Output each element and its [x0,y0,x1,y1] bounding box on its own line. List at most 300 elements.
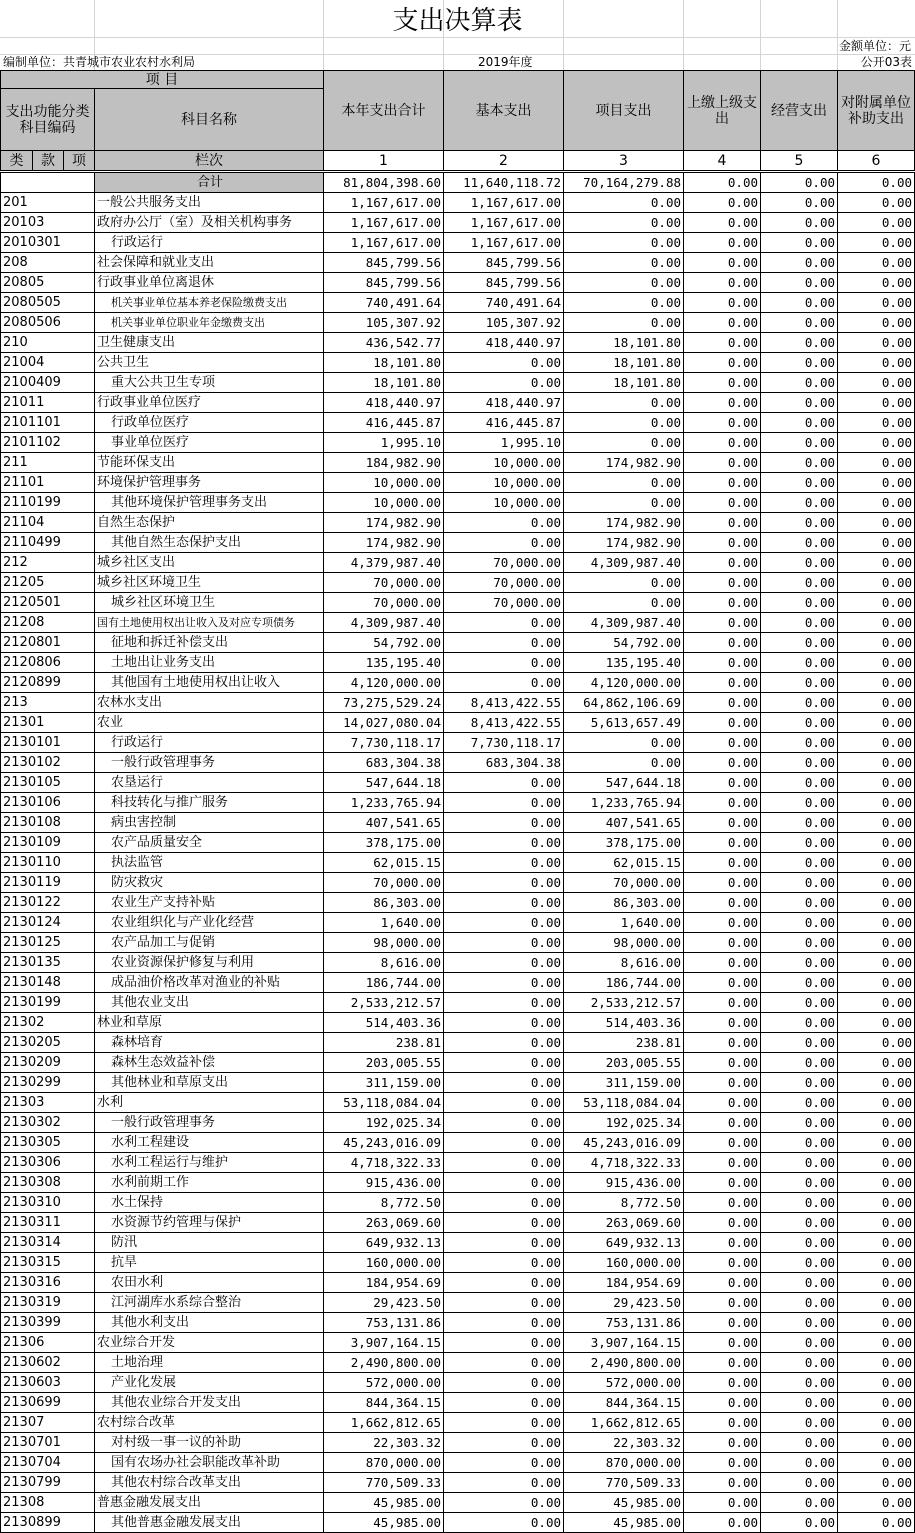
table-row [1,1513,915,1533]
basic-cell: 0.00 [444,353,564,373]
basic-cell: 0.00 [444,653,564,673]
total-cell: 160,000.00 [324,1253,444,1273]
name-cell: 一般公共服务支出 [95,193,324,213]
code-cell: 2130124 [1,913,95,933]
business-cell: 0.00 [761,913,838,933]
business-cell: 0.00 [761,333,838,353]
upper-cell: 0.00 [684,753,761,773]
table-row [1,1193,915,1213]
basic-cell: 0.00 [444,873,564,893]
business-cell: 0.00 [761,193,838,213]
total-cell: 186,744.00 [324,973,444,993]
project-cell: 53,118,084.04 [564,1093,684,1113]
project-cell: 0.00 [564,293,684,313]
code-cell: 21205 [1,573,95,593]
table-row [1,553,915,573]
basic-cell: 0.00 [444,1193,564,1213]
name-cell: 防汛 [95,1233,324,1253]
name-cell: 成品油价格改革对渔业的补贴 [95,973,324,993]
code-cell: 2080505 [1,293,95,313]
basic-cell: 0.00 [444,1393,564,1413]
header-business: 经营支出 [761,71,838,151]
header-code: 支出功能分类科目编码 [1,89,95,151]
project-cell: 54,792.00 [564,633,684,653]
business-cell: 0.00 [761,1273,838,1293]
name-cell: 自然生态保护 [95,513,324,533]
total-cell: 14,027,080.04 [324,713,444,733]
upper-cell: 0.00 [684,793,761,813]
code-cell: 2101101 [1,413,95,433]
name-cell: 农业综合开发 [95,1333,324,1353]
business-cell: 0.00 [761,413,838,433]
subsidy-cell: 0.00 [838,1313,915,1333]
total-cell: 683,304.38 [324,753,444,773]
basic-cell: 10,000.00 [444,493,564,513]
name-cell: 森林生态效益补偿 [95,1053,324,1073]
basic-cell: 0.00 [444,613,564,633]
basic-cell: 0.00 [444,813,564,833]
table-row [1,253,915,273]
basic-cell: 0.00 [444,1513,564,1533]
table-row [1,373,915,393]
total-cell: 2,490,800.00 [324,1353,444,1373]
name-cell: 水利 [95,1093,324,1113]
subsidy-cell: 0.00 [838,1413,915,1433]
basic-cell: 0.00 [444,1053,564,1073]
upper-cell: 0.00 [684,513,761,533]
total-cell: 2,533,212.57 [324,993,444,1013]
business-cell: 0.00 [761,1213,838,1233]
code-cell: 2130119 [1,873,95,893]
name-cell: 卫生健康支出 [95,333,324,353]
total-cell: 1,167,617.00 [324,193,444,213]
code-cell: 21101 [1,473,95,493]
name-cell: 水土保持 [95,1193,324,1213]
code-cell: 20103 [1,213,95,233]
upper-cell: 0.00 [684,453,761,473]
subsidy-cell: 0.00 [838,1433,915,1453]
subsidy-cell: 0.00 [838,1073,915,1093]
business-cell: 0.00 [761,293,838,313]
project-cell: 0.00 [564,253,684,273]
business-cell: 0.00 [761,833,838,853]
total-cell: 8,772.50 [324,1193,444,1213]
name-cell: 其他林业和草原支出 [95,1073,324,1093]
subsidy-cell: 0.00 [838,633,915,653]
code-cell: 212 [1,553,95,573]
code-cell: 2130701 [1,1433,95,1453]
upper-cell: 0.00 [684,433,761,453]
name-cell: 行政事业单位医疗 [95,393,324,413]
table-row [1,933,915,953]
business-cell: 0.00 [761,873,838,893]
code-cell: 2130319 [1,1293,95,1313]
project-cell: 184,954.69 [564,1273,684,1293]
upper-cell: 0.00 [684,813,761,833]
name-cell: 水利工程建设 [95,1133,324,1153]
upper-cell: 0.00 [684,673,761,693]
subsidy-cell: 0.00 [838,593,915,613]
business-cell: 0.00 [761,273,838,293]
basic-cell: 10,000.00 [444,473,564,493]
table-row [1,1233,915,1253]
name-cell: 其他农村综合改革支出 [95,1473,324,1493]
total-cell: 1,662,812.65 [324,1413,444,1433]
basic-cell: 0.00 [444,1333,564,1353]
business-cell: 0.00 [761,773,838,793]
subsidy-cell: 0.00 [838,1153,915,1173]
basic-cell: 0.00 [444,533,564,553]
basic-cell: 0.00 [444,1133,564,1153]
project-cell: 0.00 [564,753,684,773]
upper-cell: 0.00 [684,1213,761,1233]
business-cell: 0.00 [761,1033,838,1053]
business-cell: 0.00 [761,853,838,873]
upper-cell: 0.00 [684,633,761,653]
business-cell: 0.00 [761,793,838,813]
name-cell: 征地和拆迁补偿支出 [95,633,324,653]
code-cell: 2120806 [1,653,95,673]
business-cell: 0.00 [761,1013,838,1033]
subsidy-cell: 0.00 [838,313,915,333]
project-cell: 0.00 [564,493,684,513]
project-cell: 915,436.00 [564,1173,684,1193]
code-cell: 21301 [1,713,95,733]
code-cell: 2120899 [1,673,95,693]
name-cell: 水利前期工作 [95,1173,324,1193]
code-cell: 2110499 [1,533,95,553]
subsidy-cell: 0.00 [838,833,915,853]
total-basic: 11,640,118.72 [444,173,564,193]
total-cell: 870,000.00 [324,1453,444,1473]
code-cell: 2130105 [1,773,95,793]
upper-cell: 0.00 [684,1073,761,1093]
subsidy-cell: 0.00 [838,553,915,573]
project-cell: 70,000.00 [564,873,684,893]
total-subsidy: 0.00 [838,173,915,193]
name-cell: 产业化发展 [95,1373,324,1393]
project-cell: 0.00 [564,313,684,333]
table-header [0,70,915,171]
name-cell: 对村级一事一议的补助 [95,1433,324,1453]
business-cell: 0.00 [761,953,838,973]
business-cell: 0.00 [761,513,838,533]
business-cell: 0.00 [761,1373,838,1393]
basic-cell: 0.00 [444,673,564,693]
table-row [1,1293,915,1313]
project-cell: 770,509.33 [564,1473,684,1493]
name-cell: 农业资源保护修复与利用 [95,953,324,973]
table-row [1,693,915,713]
subsidy-cell: 0.00 [838,1133,915,1153]
total-cell: 547,644.18 [324,773,444,793]
upper-cell: 0.00 [684,1113,761,1133]
subsidy-cell: 0.00 [838,1213,915,1233]
total-upper: 0.00 [684,173,761,193]
total-cell: 105,307.92 [324,313,444,333]
total-cell: 18,101.80 [324,373,444,393]
basic-cell: 0.00 [444,1253,564,1273]
code-cell: 21307 [1,1413,95,1433]
basic-cell: 0.00 [444,1373,564,1393]
name-cell: 行政运行 [95,733,324,753]
name-cell: 土地治理 [95,1353,324,1373]
code-cell: 2130122 [1,893,95,913]
code-cell: 21104 [1,513,95,533]
project-cell: 4,309,987.40 [564,553,684,573]
name-cell: 国有土地使用权出让收入及对应专项债务 [95,613,324,633]
basic-cell: 0.00 [444,1013,564,1033]
table-row [1,1493,915,1513]
project-cell: 1,640.00 [564,913,684,933]
subsidy-cell: 0.00 [838,1173,915,1193]
table-row [1,1333,915,1353]
table-row [1,1253,915,1273]
code-cell: 2130110 [1,853,95,873]
code-cell: 2010301 [1,233,95,253]
upper-cell: 0.00 [684,313,761,333]
code-cell: 2130310 [1,1193,95,1213]
table-row [1,1133,915,1153]
business-cell: 0.00 [761,1113,838,1133]
table-row [1,1153,915,1173]
basic-cell: 1,167,617.00 [444,233,564,253]
subsidy-cell: 0.00 [838,333,915,353]
upper-cell: 0.00 [684,953,761,973]
name-cell: 其他普惠金融发展支出 [95,1513,324,1533]
total-cell: 3,907,164.15 [324,1333,444,1353]
project-cell: 186,744.00 [564,973,684,993]
table-row [1,1053,915,1073]
header-upper: 上缴上级支出 [684,71,761,151]
name-cell: 水资源节约管理与保护 [95,1213,324,1233]
upper-cell: 0.00 [684,693,761,713]
subsidy-cell: 0.00 [838,673,915,693]
upper-cell: 0.00 [684,273,761,293]
total-cell: 740,491.64 [324,293,444,313]
table-row [1,793,915,813]
table-row [1,1453,915,1473]
business-cell: 0.00 [761,1133,838,1153]
table-row [1,1173,915,1193]
code-cell: 2130314 [1,1233,95,1253]
project-cell: 98,000.00 [564,933,684,953]
code-cell: 2130135 [1,953,95,973]
code-cell: 21011 [1,393,95,413]
total-cell: 70,000.00 [324,573,444,593]
basic-cell: 0.00 [444,1313,564,1333]
business-cell: 0.00 [761,693,838,713]
subsidy-cell: 0.00 [838,493,915,513]
basic-cell: 0.00 [444,833,564,853]
subsidy-cell: 0.00 [838,433,915,453]
subsidy-cell: 0.00 [838,1293,915,1313]
name-cell: 土地出让业务支出 [95,653,324,673]
upper-cell: 0.00 [684,1433,761,1453]
business-cell: 0.00 [761,533,838,553]
table-row [1,1373,915,1393]
code-cell: 2130108 [1,813,95,833]
subsidy-cell: 0.00 [838,873,915,893]
basic-cell: 0.00 [444,633,564,653]
name-cell: 一般行政管理事务 [95,753,324,773]
table-row [1,773,915,793]
code-cell: 2120801 [1,633,95,653]
upper-cell: 0.00 [684,253,761,273]
name-cell: 农产品加工与促销 [95,933,324,953]
business-cell: 0.00 [761,673,838,693]
code-cell: 2130299 [1,1073,95,1093]
basic-cell: 105,307.92 [444,313,564,333]
subsidy-cell: 0.00 [838,253,915,273]
total-business: 0.00 [761,173,838,193]
upper-cell: 0.00 [684,1133,761,1153]
code-cell: 2110199 [1,493,95,513]
business-cell: 0.00 [761,453,838,473]
header-lanci: 栏次 [95,151,324,171]
table-row [1,1113,915,1133]
project-cell: 64,862,106.69 [564,693,684,713]
project-cell: 3,907,164.15 [564,1333,684,1353]
total-cell: 70,000.00 [324,593,444,613]
table-row [1,313,915,333]
total-cell: 915,436.00 [324,1173,444,1193]
code-cell: 2130311 [1,1213,95,1233]
upper-cell: 0.00 [684,1373,761,1393]
project-cell: 174,982.90 [564,453,684,473]
business-cell: 0.00 [761,1353,838,1373]
basic-cell: 683,304.38 [444,753,564,773]
code-cell: 2120501 [1,593,95,613]
upper-cell: 0.00 [684,373,761,393]
subsidy-cell: 0.00 [838,513,915,533]
subsidy-cell: 0.00 [838,753,915,773]
code-cell: 2080506 [1,313,95,333]
table-row [1,433,915,453]
business-cell: 0.00 [761,1433,838,1453]
report-title: 支出决算表 [392,6,523,36]
table-row [1,293,915,313]
upper-cell: 0.00 [684,1193,761,1213]
subsidy-cell: 0.00 [838,1053,915,1073]
name-cell: 事业单位医疗 [95,433,324,453]
upper-cell: 0.00 [684,1013,761,1033]
name-cell: 环境保护管理事务 [95,473,324,493]
upper-cell: 0.00 [684,1173,761,1193]
basic-cell: 70,000.00 [444,553,564,573]
business-cell: 0.00 [761,893,838,913]
name-cell: 农林水支出 [95,693,324,713]
basic-cell: 0.00 [444,373,564,393]
code-cell: 213 [1,693,95,713]
table-row [1,853,915,873]
header-basic: 基本支出 [444,71,564,151]
upper-cell: 0.00 [684,1413,761,1433]
header-project: 项目支出 [564,71,684,151]
upper-cell: 0.00 [684,933,761,953]
table-row [1,393,915,413]
subsidy-cell: 0.00 [838,813,915,833]
total-cell: 4,309,987.40 [324,613,444,633]
table-row [1,573,915,593]
basic-cell: 845,799.56 [444,273,564,293]
col-number: 2 [444,151,564,171]
subsidy-cell: 0.00 [838,933,915,953]
name-cell: 其他自然生态保护支出 [95,533,324,553]
table-row [1,233,915,253]
table-row [1,1093,915,1113]
project-cell: 1,233,765.94 [564,793,684,813]
header-xiang: 项 [64,151,95,171]
header-name: 科目名称 [95,89,324,151]
project-cell: 174,982.90 [564,533,684,553]
name-cell: 病虫害控制 [95,813,324,833]
project-cell: 86,303.00 [564,893,684,913]
table-row [1,213,915,233]
project-cell: 0.00 [564,733,684,753]
name-cell: 农业 [95,713,324,733]
project-cell: 0.00 [564,273,684,293]
business-cell: 0.00 [761,493,838,513]
name-cell: 执法监管 [95,853,324,873]
subsidy-cell: 0.00 [838,193,915,213]
upper-cell: 0.00 [684,893,761,913]
total-label: 合计 [95,173,324,193]
subsidy-cell: 0.00 [838,1493,915,1513]
upper-cell: 0.00 [684,733,761,753]
table-row [1,893,915,913]
name-cell: 城乡社区环境卫生 [95,573,324,593]
project-cell: 192,025.34 [564,1113,684,1133]
business-cell: 0.00 [761,1173,838,1193]
name-cell: 行政运行 [95,233,324,253]
basic-cell: 416,445.87 [444,413,564,433]
name-cell: 科技转化与推广服务 [95,793,324,813]
code-cell: 2130399 [1,1313,95,1333]
name-cell: 其他国有土地使用权出让收入 [95,673,324,693]
name-cell: 农业生产支持补贴 [95,893,324,913]
basic-cell: 0.00 [444,853,564,873]
table-row [1,953,915,973]
subsidy-cell: 0.00 [838,893,915,913]
project-cell: 0.00 [564,193,684,213]
basic-cell: 70,000.00 [444,593,564,613]
basic-cell: 0.00 [444,933,564,953]
code-cell: 2130109 [1,833,95,853]
code-cell: 2130199 [1,993,95,1013]
table-row [1,1213,915,1233]
col-number: 3 [564,151,684,171]
project-cell: 8,772.50 [564,1193,684,1213]
name-cell: 其他环境保护管理事务支出 [95,493,324,513]
basic-cell: 0.00 [444,513,564,533]
total-cell: 45,243,016.09 [324,1133,444,1153]
code-cell: 21302 [1,1013,95,1033]
table-row [1,1413,915,1433]
upper-cell: 0.00 [684,353,761,373]
header-lei: 类 [1,151,33,171]
table-row [1,873,915,893]
project-cell: 45,985.00 [564,1493,684,1513]
subsidy-cell: 0.00 [838,413,915,433]
basic-cell: 0.00 [444,1453,564,1473]
upper-cell: 0.00 [684,193,761,213]
table-row [1,1033,915,1053]
upper-cell: 0.00 [684,533,761,553]
table-row [1,1273,915,1293]
upper-cell: 0.00 [684,473,761,493]
name-cell: 农业组织化与产业化经营 [95,913,324,933]
